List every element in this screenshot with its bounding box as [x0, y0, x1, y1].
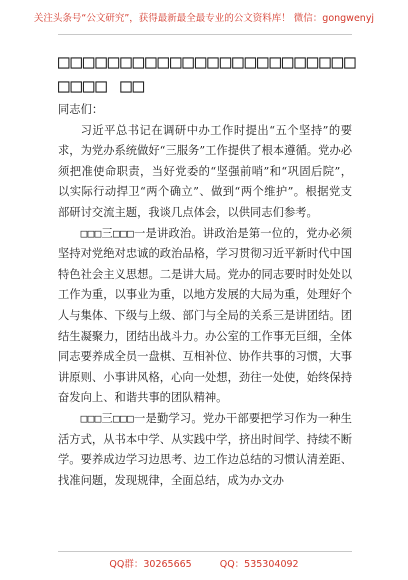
paragraph-text: 一是讲政治。讲政治是第一位的，党办必须坚持对党绝对忠诚的政治品格，学习贯彻习近平新时代中国特色社会主义思想。二是讲大局。党办的同志要时时处处以工作为重，以事业为重，以地方发展的大局为重，处理好个人与集体、下级与上级、部门与全局的关系三是讲团结。团结生凝聚力，团结出战斗力。办公室的工作事无巨细，全体同志要养成全员一盘棋、互相补位、协作共事的习惯，大事讲原则、小事讲风格，心向一处想，劲往一处使，始终保持奋发向上、和谐共事的团队精神。 — [58, 226, 352, 405]
document-body — [58, 100, 352, 491]
paragraph — [58, 224, 352, 409]
qq-group: QQ群：30265665 — [109, 559, 192, 570]
qq-number: QQ：535304092 — [219, 559, 299, 570]
footer-contact — [0, 556, 408, 570]
paragraph-text: 一是勤学习。党办干部要把学习作为一种生活方式，从书本中学、从实践中学，挤出时间学、持续不断学。要养成边学习边思考、边工作边总结的习惯认清差距、找准问题，发现规律，全面总结，成为办文办 — [58, 411, 352, 487]
paragraph-lead: □□□三□□□ — [80, 411, 134, 425]
paragraph — [58, 409, 352, 491]
document-title: □□□□□□□□□□□□□□□□□□□□□□□□□□□□ □□ — [58, 51, 357, 97]
salutation: 同志们： — [58, 103, 104, 116]
paragraph-text: 习近平总书记在调研中办工作时提出“五个坚持”的要求，为党办系统做好“三服务”工作提供了根本遵循。党办必须把准使命职责，当好党委的“坚强前哨”和“巩固后院”，以实际行动捍卫“两个确立”、做到“两个维护”。根据党支部研讨交流主题，我谈几点体会，以供同志们参考。 — [58, 123, 352, 219]
paragraph — [58, 121, 352, 224]
header-banner: 关注头条号“公文研究”，获得最新最全最专业的公文资料库！ 微信：gongwenyj — [33, 13, 375, 24]
paragraph-lead: □□□三□□□ — [80, 226, 134, 240]
header-divider — [58, 34, 352, 35]
footer-divider — [58, 551, 352, 552]
